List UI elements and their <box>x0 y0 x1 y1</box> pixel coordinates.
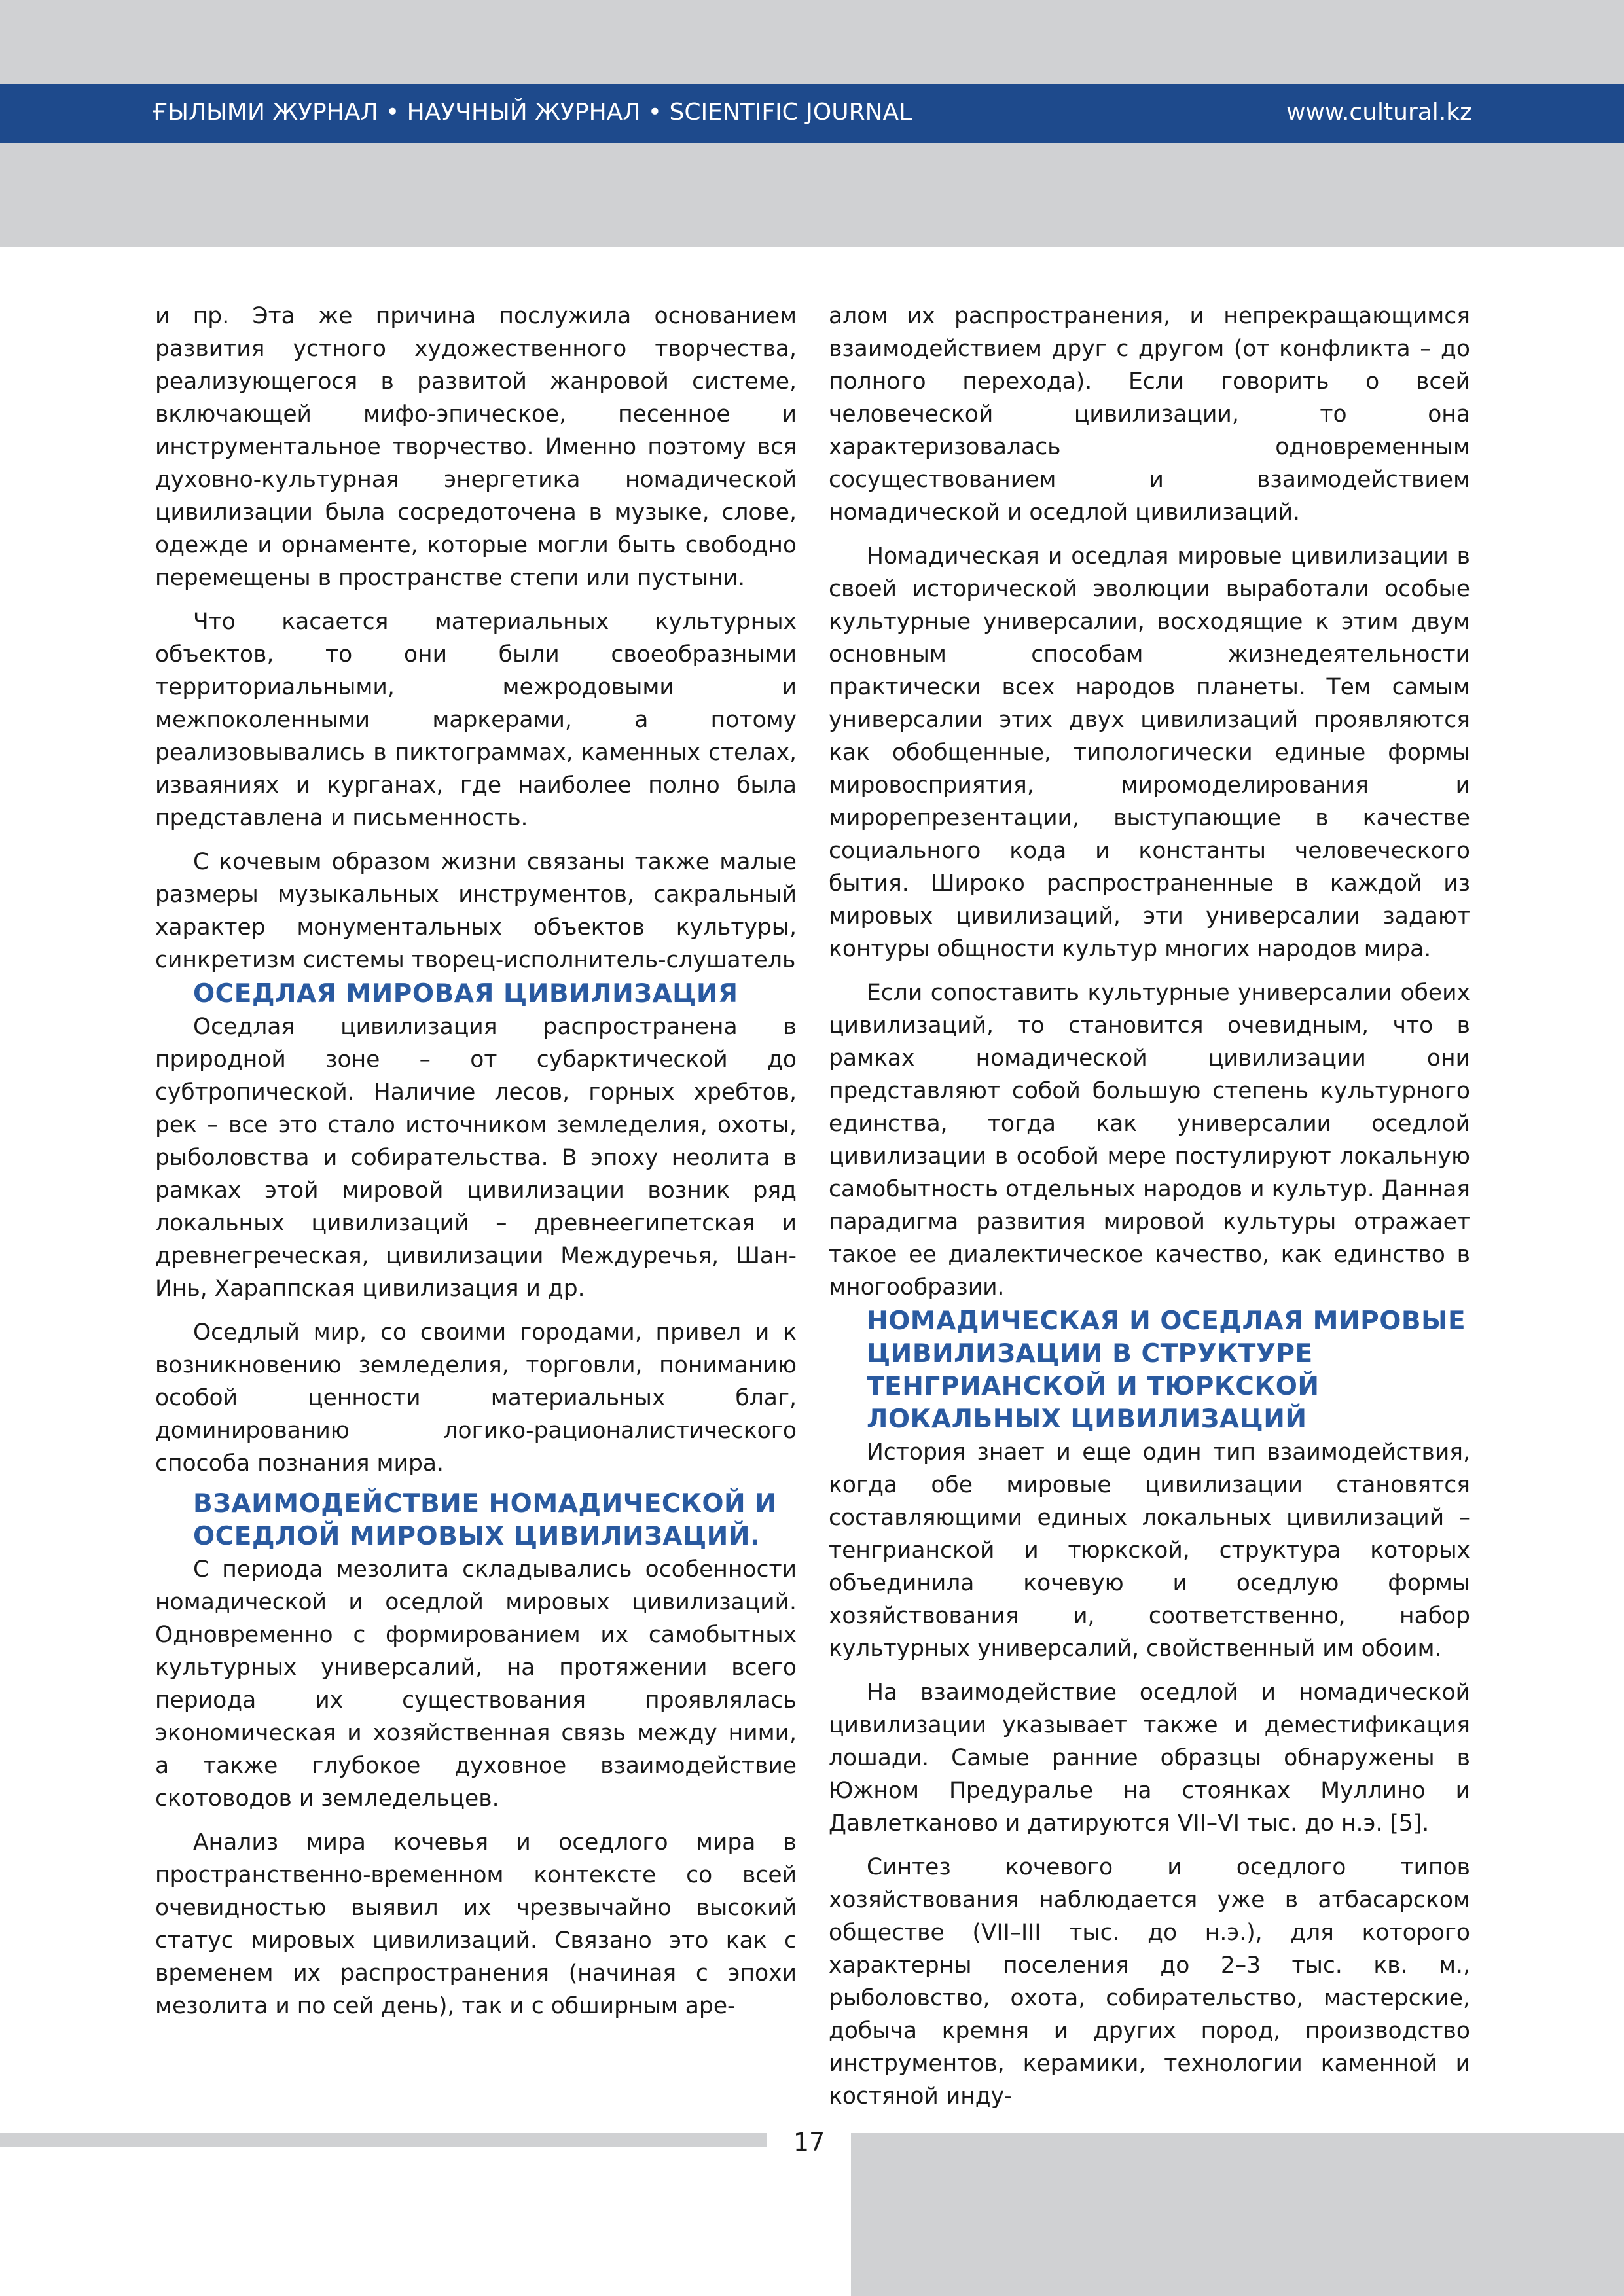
paragraph: Что касается материальных культурных объектов, то они были своеобразными территориальными, межродовыми и межпоколенными маркерами, а потому реализовывались в пиктограммах, каменных стелах, изваяниях и курганах, где наиболее полно была представлена и письменность. <box>155 609 797 831</box>
section-heading <box>829 1305 1470 1436</box>
paragraph: и пр. Эта же причина послужила основанием развития устного художественного творчества, реализующегося в развитой жанровой системе, включающей мифо-эпическое, песенное и инструментальное творчество. Именно поэтому вся духовно-культурная энергетика номадической цивилизации была сосредоточена в музыке, слове, одежде и орнаменте, которые могли быть свободно перемещены в пространстве степи или пустыни. <box>155 303 797 591</box>
section-heading-line: ЛОКАЛЬНЫХ ЦИВИЛИЗАЦИЙ <box>867 1405 1307 1434</box>
section-heading-line: ВЗАИМОДЕЙСТВИЕ НОМАДИЧЕСКОЙ И <box>193 1489 777 1518</box>
paragraph: алом их распространения, и непрекращающимся взаимодействием друг с другом (от конфликта – до полного перехода). Если говорить о всей человеческой цивилизации, то она характеризовалась одновременным сосуществованием и взаимодействием номадической и оседлой цивилизаций. <box>829 303 1470 526</box>
page-number: 17 <box>793 2128 825 2157</box>
paragraph: С периода мезолита складывались особенности номадической и оседлой мировых цивилизаций. Одновременно с формированием их самобытных культурных универсалий, на протяжении всего периода их существования проявлялась экономическая и хозяйственная связь между ними, а также глубокое духовное взаимодействие скотоводов и земледельцев. <box>155 1556 797 1812</box>
paragraph: Анализ мира кочевья и оседлого мира в пространственно-временном контексте со всей очевидностью выявил их чрезвычайно высокий статус мировых цивилизаций. Связано это как с временем их распространения (начиная с эпохи мезолита и по сей день), так и с обширным аре- <box>155 1829 797 2019</box>
website-link[interactable]: www.cultural.kz <box>1286 99 1472 126</box>
footer-background-band <box>851 2133 1624 2296</box>
section-heading-line: ОСЕДЛОЙ МИРОВЫХ ЦИВИЛИЗАЦИЙ. <box>193 1522 761 1551</box>
section-heading <box>155 1488 797 1553</box>
paragraph: На взаимодействие оседлой и номадической цивилизации указывает также и деместификация лошади. Самые ранние образцы обнаружены в Южном Предуралье на стоянках Муллино и Давлетканово и датируются VII–VI тыс. до н.э. [5]. <box>829 1679 1470 1837</box>
paragraph: Если сопоставить культурные универсалии обеих цивилизаций, то становится очевидным, что в рамках номадической цивилизации они представляют собой большую степень культурного единства, тогда как универсалии оседлой цивилизации в особой мере постулируют локальную самобытность отдельных народов и культур. Данная парадигма развития мировой культуры отражает такое ее диалектическое качество, как единство в многообразии. <box>829 980 1470 1300</box>
paragraph: Оседлая цивилизация распространена в природной зоне – от субарктической до субтропической. Наличие лесов, горных хребтов, рек – все это стало источником земледелия, охоты, рыболовства и собирательства. В эпоху неолита в рамках этой мировой цивилизации возник ряд локальных цивилизаций – древнеегипетская и древнегреческая, цивилизации Междуречья, Шан-Инь, Хараппская цивилизация и др. <box>155 1014 797 1302</box>
paragraph: История знает и еще один тип взаимодействия, когда обе мировые цивилизации становятся составляющими единых локальных цивилизаций – тенгрианской и тюркской, структура которых объединила кочевую и оседлую формы хозяйствования и, соответственно, набор культурных универсалий, свойственный им обоим. <box>829 1439 1470 1662</box>
paragraph: Синтез кочевого и оседлого типов хозяйствования наблюдается уже в атбасарском обществе (VII–III тыс. до н.э.), для которого характерны поселения до 2–3 тыс. кв. м., рыболовство, охота, собирательство, мастерские, добыча кремня и других пород, производство инструментов, керамики, технологии каменной и костяной инду- <box>829 1854 1470 2109</box>
section-heading-line: ОСЕДЛАЯ МИРОВАЯ ЦИВИЛИЗАЦИЯ <box>193 979 738 1009</box>
left-column <box>155 300 797 2034</box>
footer-rule <box>0 2133 767 2147</box>
paragraph: Номадическая и оседлая мировые цивилизации в своей исторической эволюции выработали особые культурные универсалии, восходящие к этим двум основным способам жизнедеятельности практически всех народов планеты. Тем самым универсалии этих двух цивилизаций проявляются как обобщенные, типологически единые формы мировосприятия, миромоделирования и мирорепрезентации, выступающие в качестве социального кода и константы человеческого бытия. Широко распространенные в каждой из мировых цивилизаций, эти универсалии задают контуры общности культур многих народов мира. <box>829 543 1470 962</box>
section-heading <box>155 978 797 1011</box>
section-heading-line: ТЕНГРИАНСКОЙ И ТЮРКСКОЙ <box>867 1372 1320 1401</box>
section-heading-line: ЦИВИЛИЗАЦИИ В СТРУКТУРЕ <box>867 1339 1313 1369</box>
paragraph: С кочевым образом жизни связаны также малые размеры музыкальных инструментов, сакральный характер монументальных объектов культуры, синкретизм системы творец-исполнитель-слушатель <box>155 849 797 973</box>
journal-title: ҒЫЛЫМИ ЖУРНАЛ • НАУЧНЫЙ ЖУРНАЛ • SCIENTIFIC JOURNAL <box>152 99 912 126</box>
section-heading-line: НОМАДИЧЕСКАЯ И ОСЕДЛАЯ МИРОВЫЕ <box>867 1306 1466 1336</box>
right-column <box>829 300 1470 2124</box>
paragraph: Оседлый мир, со своими городами, привел и к возникновению земледелия, торговли, пониманию особой ценности материальных благ, доминированию логико-рационалистического способа познания мира. <box>155 1319 797 1477</box>
journal-header-bar <box>0 84 1624 143</box>
